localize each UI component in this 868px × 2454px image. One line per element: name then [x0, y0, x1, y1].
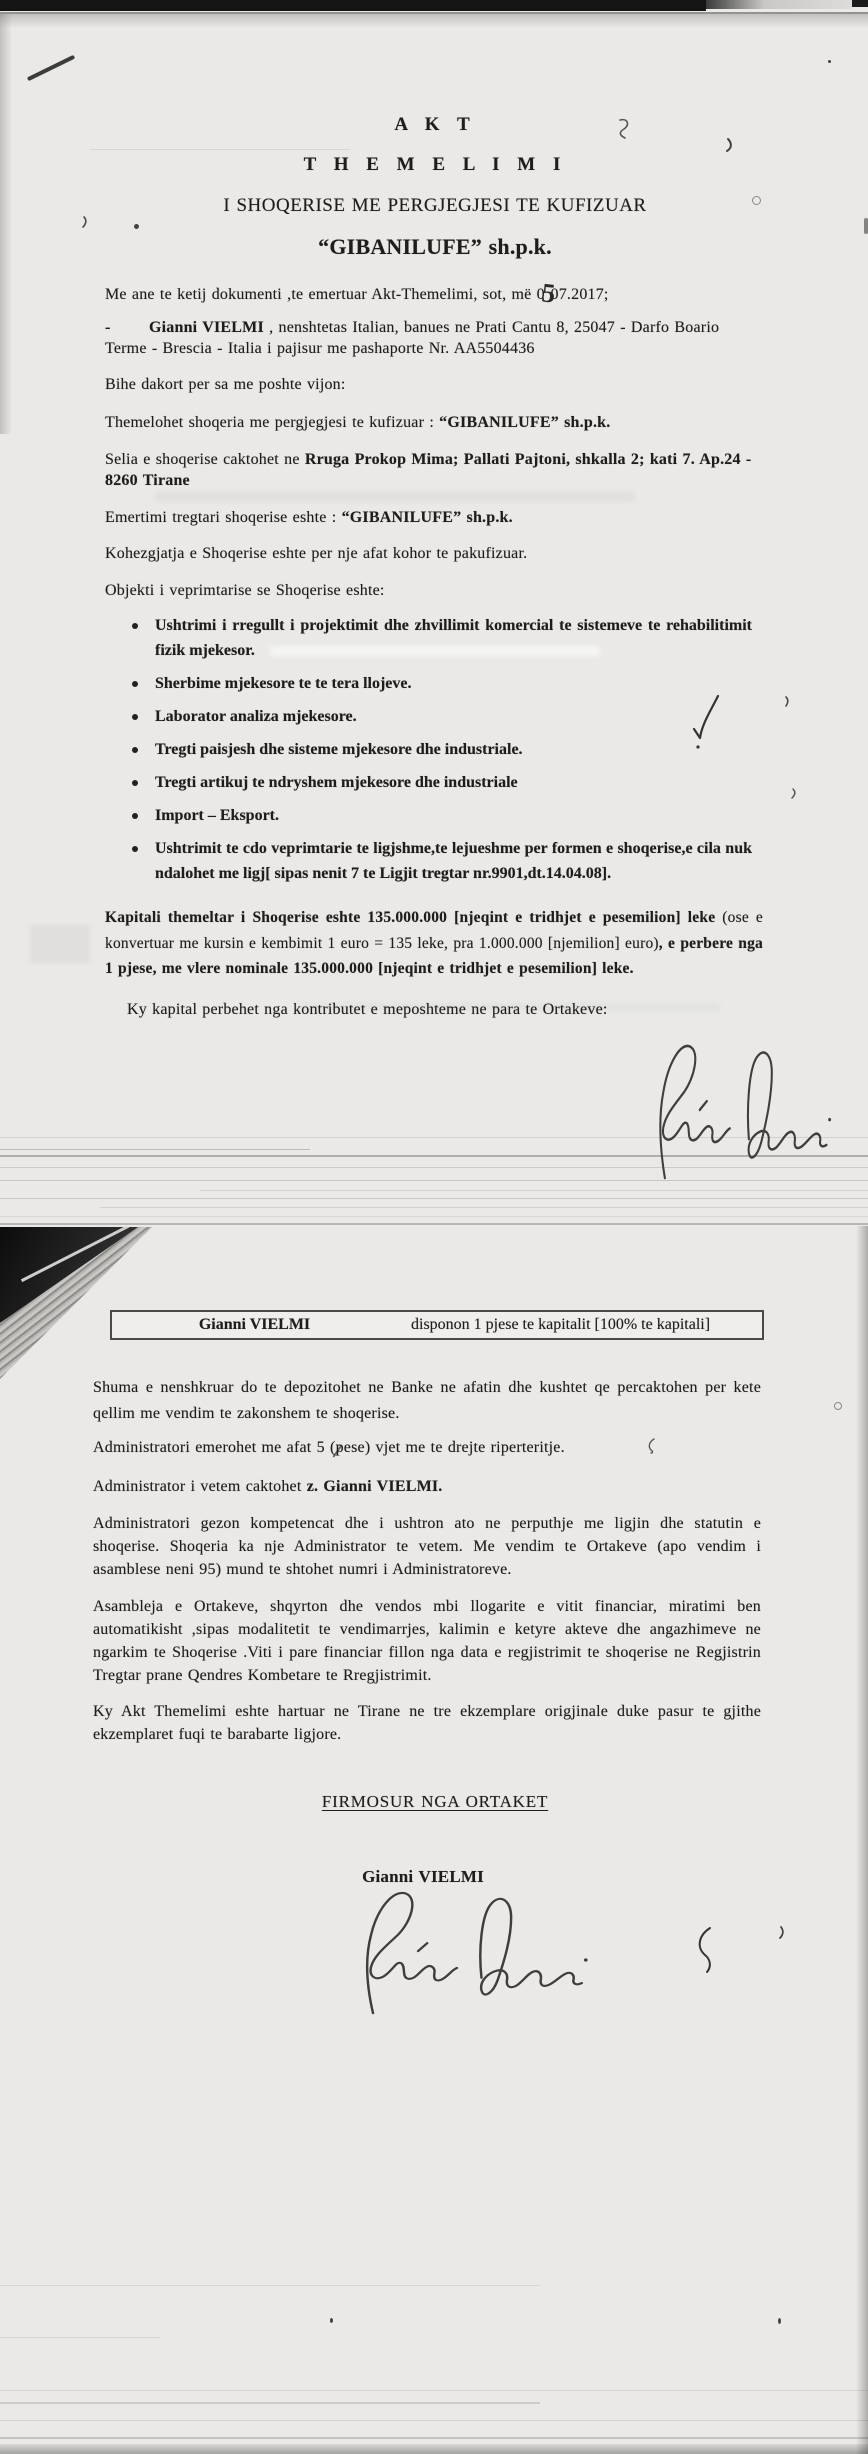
object-intro-line: Objekti i veprimtarise se Shoqerise eshte: — [105, 582, 385, 599]
pen-comma — [791, 788, 798, 799]
intro-text: Me ane te ketij dokumenti ,te emertuar Akt-Themelimi, sot, më 0 — [105, 286, 545, 303]
scan-streak — [0, 1216, 868, 1217]
scan-streak — [100, 1207, 868, 1208]
scan-top-shadow — [0, 14, 868, 28]
scan-streak — [0, 1198, 868, 1199]
founding-text: Themelohet shoqeria me pergjegjesi te kufizuar : — [105, 414, 440, 431]
activity-bullet-list — [130, 613, 752, 894]
contribution-line: Ky kapital perbehet nga kontributet e meposhteme ne para te Ortakeve: — [127, 1001, 608, 1018]
founder-details: , nenshtetas Italian, banues ne Prati Cantu 8, 25047 - Darfo Boario — [263, 319, 720, 336]
pen-tick — [778, 1926, 786, 1939]
scan-streak — [0, 1223, 868, 1225]
text-segment: (ose e konvertuar me kursin e kembimit 1 euro = 135 leke, pra 1.000.000 [njemilion] euro) — [105, 909, 764, 952]
shareholder-share-cell: disponon 1 pjese te kapitalit [100% te kapitali] — [411, 1316, 711, 1333]
duration-line: Kohezgjatja e Shoqerise eshte per nje afat kohor te pakufizuar. — [105, 545, 528, 562]
scan-streak — [0, 2437, 868, 2439]
scan-top-corner — [852, 0, 868, 7]
office-address: Rruga Prokop Mima; Pallati Pajtoni, shkalla 2; kati 7. Ap.24 - — [304, 451, 752, 468]
bullet-item: Ushtrimit te cdo veprimtarie te ligjshme,te lejueshme per formen e shoqerise,e cila nuk ndalohet me ligj[ sipas nenit 7 te Ligjit tregtar nr.9901,dt.14.04.08]. — [130, 836, 752, 886]
ink-speck — [778, 2318, 781, 2324]
trade-name-text: Emertimi tregtari shoqerise eshte : — [105, 509, 342, 526]
administrator-term-line: Administratori emerohet me afat 5 (pese) vjet me te drejte riperteritje. — [93, 1439, 565, 1456]
bullet-item: Sherbime mjekesore te te tera llojeve. — [130, 671, 752, 696]
document-title-line2: T H E M E L I M I — [303, 154, 567, 175]
shareholder-name-cell: Gianni VIELMI — [198, 1316, 311, 1333]
bullet-item: Import – Eksport. — [130, 803, 752, 828]
document-subtitle: I SHOQERISE ME PERGJEGJESI TE KUFIZUAR — [223, 195, 647, 216]
trade-name-line — [105, 507, 805, 528]
signed-by-heading: FIRMOSUR NGA ORTAKET — [321, 1792, 549, 1811]
scan-streak — [0, 2420, 868, 2421]
handwritten-digit: 5 — [540, 277, 557, 309]
pen-hook-mark — [694, 1926, 718, 1974]
bullet-item: Laborator analiza mjekesore. — [130, 704, 752, 729]
ink-speck — [330, 2318, 333, 2323]
company-name: “GIBANILUFE” sh.p.k. — [439, 414, 611, 431]
pen-tick — [726, 138, 734, 152]
pen-comma — [82, 216, 89, 228]
scan-streak — [0, 2390, 868, 2391]
pen-apostrophe — [784, 696, 791, 707]
pen-ring — [834, 1402, 842, 1410]
office-city: 8260 Tirane — [105, 472, 190, 489]
founder-details-line2: Terme - Brescia - Italia i pajisur me pashaporte Nr. AA5504436 — [105, 340, 535, 357]
copies-paragraph: Ky Akt Themelimi eshte hartuar ne Tirane ne tre ekzemplare origjinale duke pasur te gjithe ekzemplaret fuqi te barabarte ligjore. — [93, 1703, 761, 1743]
scan-streak — [0, 1180, 868, 1181]
agreement-line: Bihe dakort per sa me poshte vijon: — [105, 376, 346, 393]
scan-streak — [0, 2285, 540, 2286]
signature-closing — [328, 1882, 594, 2015]
bullet-item: Ushtrimi i rregullt i projektimit dhe zhvillimit komercial te sistemeve te rehabilitimit fizik mjekesor. — [130, 613, 752, 663]
scan-streak — [0, 2337, 160, 2338]
founder-name: Gianni VIELMI — [149, 319, 264, 336]
company-name-heading: “GIBANILUFE” sh.p.k. — [318, 234, 552, 259]
administrator-appointment-line — [93, 1475, 761, 1498]
office-text: Selia e shoqerise caktohet ne — [105, 451, 305, 468]
scan-top-bar-fade — [706, 0, 852, 9]
scan-streak — [90, 149, 350, 150]
founder-paragraph — [105, 317, 805, 359]
document-title-line1: A K T — [394, 114, 476, 135]
list-dash: - — [105, 319, 111, 336]
ink-speck — [828, 60, 831, 63]
text-segment: Kapitali themeltar i Shoqerise eshte 135.000.000 [njeqint e tridhjet e pesemilion] leke — [105, 909, 723, 926]
ink-dot — [134, 224, 139, 229]
administrator-powers-paragraph: Administratori gezon kompetencat dhe i ushtron ato ne perputhje me ligjin dhe statutin e shoqerise. Shoqeria ka nje Administrator te vetem. Me vendim te Ortakeve (apo vendim i asamblese neni 95) mund te shtohet numri i Administratoreve. — [93, 1515, 761, 1578]
capital-paragraph — [105, 905, 763, 982]
signer-name: Gianni VIELMI — [362, 1867, 484, 1886]
scan-streak — [0, 1149, 310, 1150]
scan-right-mark — [864, 218, 868, 234]
scan-right-edge — [856, 1226, 868, 2454]
pen-stroke-top-left — [27, 55, 75, 81]
text-segment: , e perbere nga 1 pjese, me vlere nominale 135.000.000 [njeqint e tridhjet e pesemilion] leke. — [105, 934, 764, 977]
trade-name: “GIBANILUFE” sh.p.k. — [341, 509, 513, 526]
scan-left-shadow — [0, 14, 12, 434]
scan-bottom-edge — [0, 2444, 868, 2454]
bullet-item: Tregti paisjesh dhe sisteme mjekesore dhe industriale. — [130, 737, 752, 762]
shareholder-table-row — [110, 1310, 764, 1340]
registered-office-line — [105, 449, 805, 491]
scan-streak — [200, 1190, 868, 1191]
bullet-item: Tregti artikuj te ndryshem mjekesore dhe industriale — [130, 770, 752, 795]
signature-capital-section — [630, 1034, 836, 1180]
intro-date: 07.2017; — [550, 286, 609, 303]
assembly-paragraph: Asambleja e Ortakeve, shqyrton dhe vendos mbi llogarite e vitit financiar, miratimi ben automatikisht ,sipas modalitetit te vendimarrjes, kalimin e ketyre akteve dhe angazhimeve ne ngarkim te Shoqerise .Viti i pare financiar fillon nga data e regjistrimit te shoqerise ne Regjistrin Tregtar prane Qendres Kombetare te Rregjistrimit. — [93, 1598, 761, 1684]
appointment-text: Administrator i vetem caktohet — [93, 1478, 307, 1495]
deposit-paragraph: Shuma e nenshkruar do te depozitohet ne Banke ne afatin dhe kushtet qe percaktohen per kete qellim me vendim te zakonshem te shoqerise. — [93, 1379, 761, 1422]
administrator-name: z. Gianni VIELMI. — [306, 1478, 443, 1495]
scan-top-bar — [0, 0, 706, 11]
intro-paragraph — [105, 277, 795, 309]
scan-streak — [0, 2402, 540, 2404]
scan-smudge — [155, 492, 635, 502]
founding-line — [105, 412, 805, 433]
scan-smudge — [30, 925, 90, 963]
